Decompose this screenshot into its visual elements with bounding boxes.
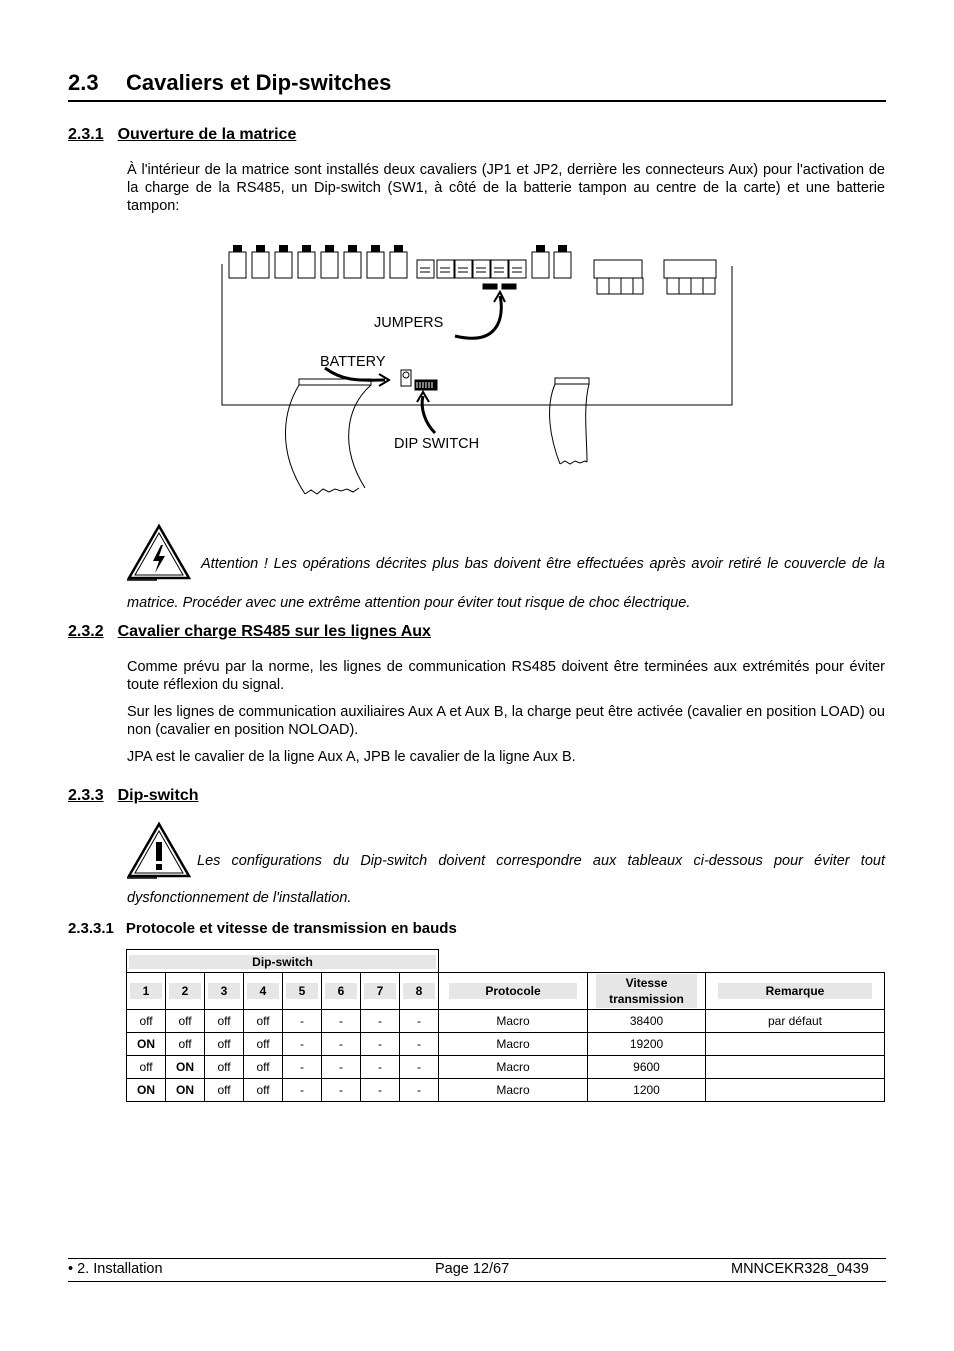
section-number: 2.3	[68, 70, 99, 95]
table-group-header-row	[127, 950, 885, 973]
switch-header-3: 3	[205, 973, 244, 1010]
table-cell: off	[127, 1056, 166, 1079]
warning-text-2: Les configurations du Dip-switch doivent correspondre aux tableaux ci-dessous pour éviter tout dysfonctionnement de l'installation.	[127, 853, 885, 906]
table-cell: -	[322, 1056, 361, 1079]
table-cell: ON	[166, 1056, 205, 1079]
subsection-heading-2-3-3	[68, 787, 198, 805]
table-cell	[706, 1033, 885, 1056]
switch-header-6: 6	[322, 973, 361, 1010]
table-header-row	[127, 973, 885, 1010]
dip-switch-table	[126, 949, 885, 1102]
battery-label: BATTERY	[320, 354, 386, 370]
table-cell: off	[166, 1010, 205, 1033]
warning-text-1: Attention ! Les opérations décrites plus bas doivent être effectuées après avoir retiré le couvercle de la matrice. Procéder avec une extrême attention pour éviter tout risque de choc électrique.	[127, 556, 885, 611]
table-cell: 19200	[588, 1033, 706, 1056]
intro-paragraph: À l'intérieur de la matrice sont installés deux cavaliers (JP1 et JP2, derrière les connecteurs Aux) pour l'activation de la charge de la RS485, un Dip-switch (SW1, à côté de la batterie tampon au centre de la carte) et une batterie tampon:	[127, 162, 885, 214]
aux-connectors	[417, 260, 526, 278]
table-cell: off	[244, 1079, 283, 1102]
switch-header-5: 5	[283, 973, 322, 1010]
subsection-title: Ouverture de la matrice	[117, 126, 297, 143]
table-cell: -	[283, 1010, 322, 1033]
table-cell: off	[205, 1056, 244, 1079]
table-row	[127, 1033, 885, 1056]
section-title: Cavaliers et Dip-switches	[126, 70, 392, 95]
table-cell: off	[205, 1079, 244, 1102]
subsubsection-title: Protocole et vitesse de transmission en bauds	[125, 920, 457, 937]
table-cell: -	[322, 1010, 361, 1033]
switch-header-2: 2	[166, 973, 205, 1010]
table-cell: Macro	[439, 1033, 588, 1056]
table-cell: 38400	[588, 1010, 706, 1033]
dip-switch-group-header: Dip-switch	[127, 950, 439, 973]
table-cell	[706, 1079, 885, 1102]
footer-chapter: • 2. Installation	[68, 1261, 163, 1277]
table-cell: 9600	[588, 1056, 706, 1079]
footer-doc-code: MNNCEKR328_0439	[731, 1261, 869, 1277]
table-cell: off	[205, 1033, 244, 1056]
switch-header-1: 1	[127, 973, 166, 1010]
subsection-heading-2-3-1	[68, 126, 296, 144]
subsection-heading-2-3-2	[68, 623, 431, 641]
table-cell: Macro	[439, 1056, 588, 1079]
footer-page-number: Page 12/67	[435, 1261, 510, 1277]
table-cell: -	[283, 1079, 322, 1102]
table-row	[127, 1010, 885, 1033]
table-cell: -	[400, 1056, 439, 1079]
table-cell: -	[283, 1056, 322, 1079]
table-cell: par défaut	[706, 1010, 885, 1033]
subsection-title: Dip-switch	[117, 787, 199, 804]
table-blank-corner	[439, 950, 885, 973]
table-cell: -	[400, 1033, 439, 1056]
table-cell: off	[244, 1010, 283, 1033]
table-cell: off	[205, 1010, 244, 1033]
switch-header-8: 8	[400, 973, 439, 1010]
rs485-paragraph-3: JPA est le cavalier de la ligne Aux A, JPB le cavalier de la ligne Aux B.	[127, 749, 576, 765]
subsection-number: 2.3.3	[68, 787, 104, 804]
switch-header-4: 4	[244, 973, 283, 1010]
table-cell: -	[322, 1033, 361, 1056]
rs485-paragraph-2: Sur les lignes de communication auxiliaires Aux A et Aux B, la charge peut être activée (cavalier en position LOAD) ou non (cavalier en position NOLOAD).	[127, 704, 885, 738]
table-row	[127, 1056, 885, 1079]
table-cell: off	[166, 1033, 205, 1056]
board-diagram	[215, 238, 745, 500]
table-cell: -	[400, 1010, 439, 1033]
table-row	[127, 1079, 885, 1102]
subsection-number: 2.3.1	[68, 126, 104, 143]
table-cell	[706, 1056, 885, 1079]
subsubsection-number: 2.3.3.1	[68, 920, 114, 937]
table-cell: -	[361, 1056, 400, 1079]
table-cell: -	[361, 1010, 400, 1033]
footer-divider-top	[68, 1258, 886, 1259]
rs485-paragraph-1: Comme prévu par la norme, les lignes de communication RS485 doivent être terminées aux extrémités pour éviter toute réflexion du signal.	[127, 659, 885, 693]
table-cell: Macro	[439, 1010, 588, 1033]
table-cell: -	[361, 1079, 400, 1102]
table-cell: off	[244, 1033, 283, 1056]
protocole-header: Protocole	[439, 973, 588, 1010]
subsubsection-heading-2-3-3-1	[68, 920, 457, 937]
table-cell: ON	[127, 1079, 166, 1102]
table-cell: -	[283, 1033, 322, 1056]
table-cell: ON	[166, 1079, 205, 1102]
rj-connectors	[229, 252, 571, 278]
switch-header-7: 7	[361, 973, 400, 1010]
table-cell: -	[322, 1079, 361, 1102]
table-cell: off	[127, 1010, 166, 1033]
table-cell: -	[400, 1079, 439, 1102]
subsection-number: 2.3.2	[68, 623, 104, 640]
table-cell: Macro	[439, 1079, 588, 1102]
footer-divider-bottom	[68, 1281, 886, 1282]
vitesse-header: Vitesse transmission	[588, 973, 706, 1010]
table-cell: ON	[127, 1033, 166, 1056]
table-cell: -	[361, 1033, 400, 1056]
table-cell: 1200	[588, 1079, 706, 1102]
remarque-header: Remarque	[706, 973, 885, 1010]
table-cell: off	[244, 1056, 283, 1079]
section-heading	[68, 70, 886, 102]
dipswitch-label: DIP SWITCH	[394, 436, 480, 452]
jumpers-label: JUMPERS	[374, 315, 444, 331]
subsection-title: Cavalier charge RS485 sur les lignes Aux	[117, 623, 431, 640]
